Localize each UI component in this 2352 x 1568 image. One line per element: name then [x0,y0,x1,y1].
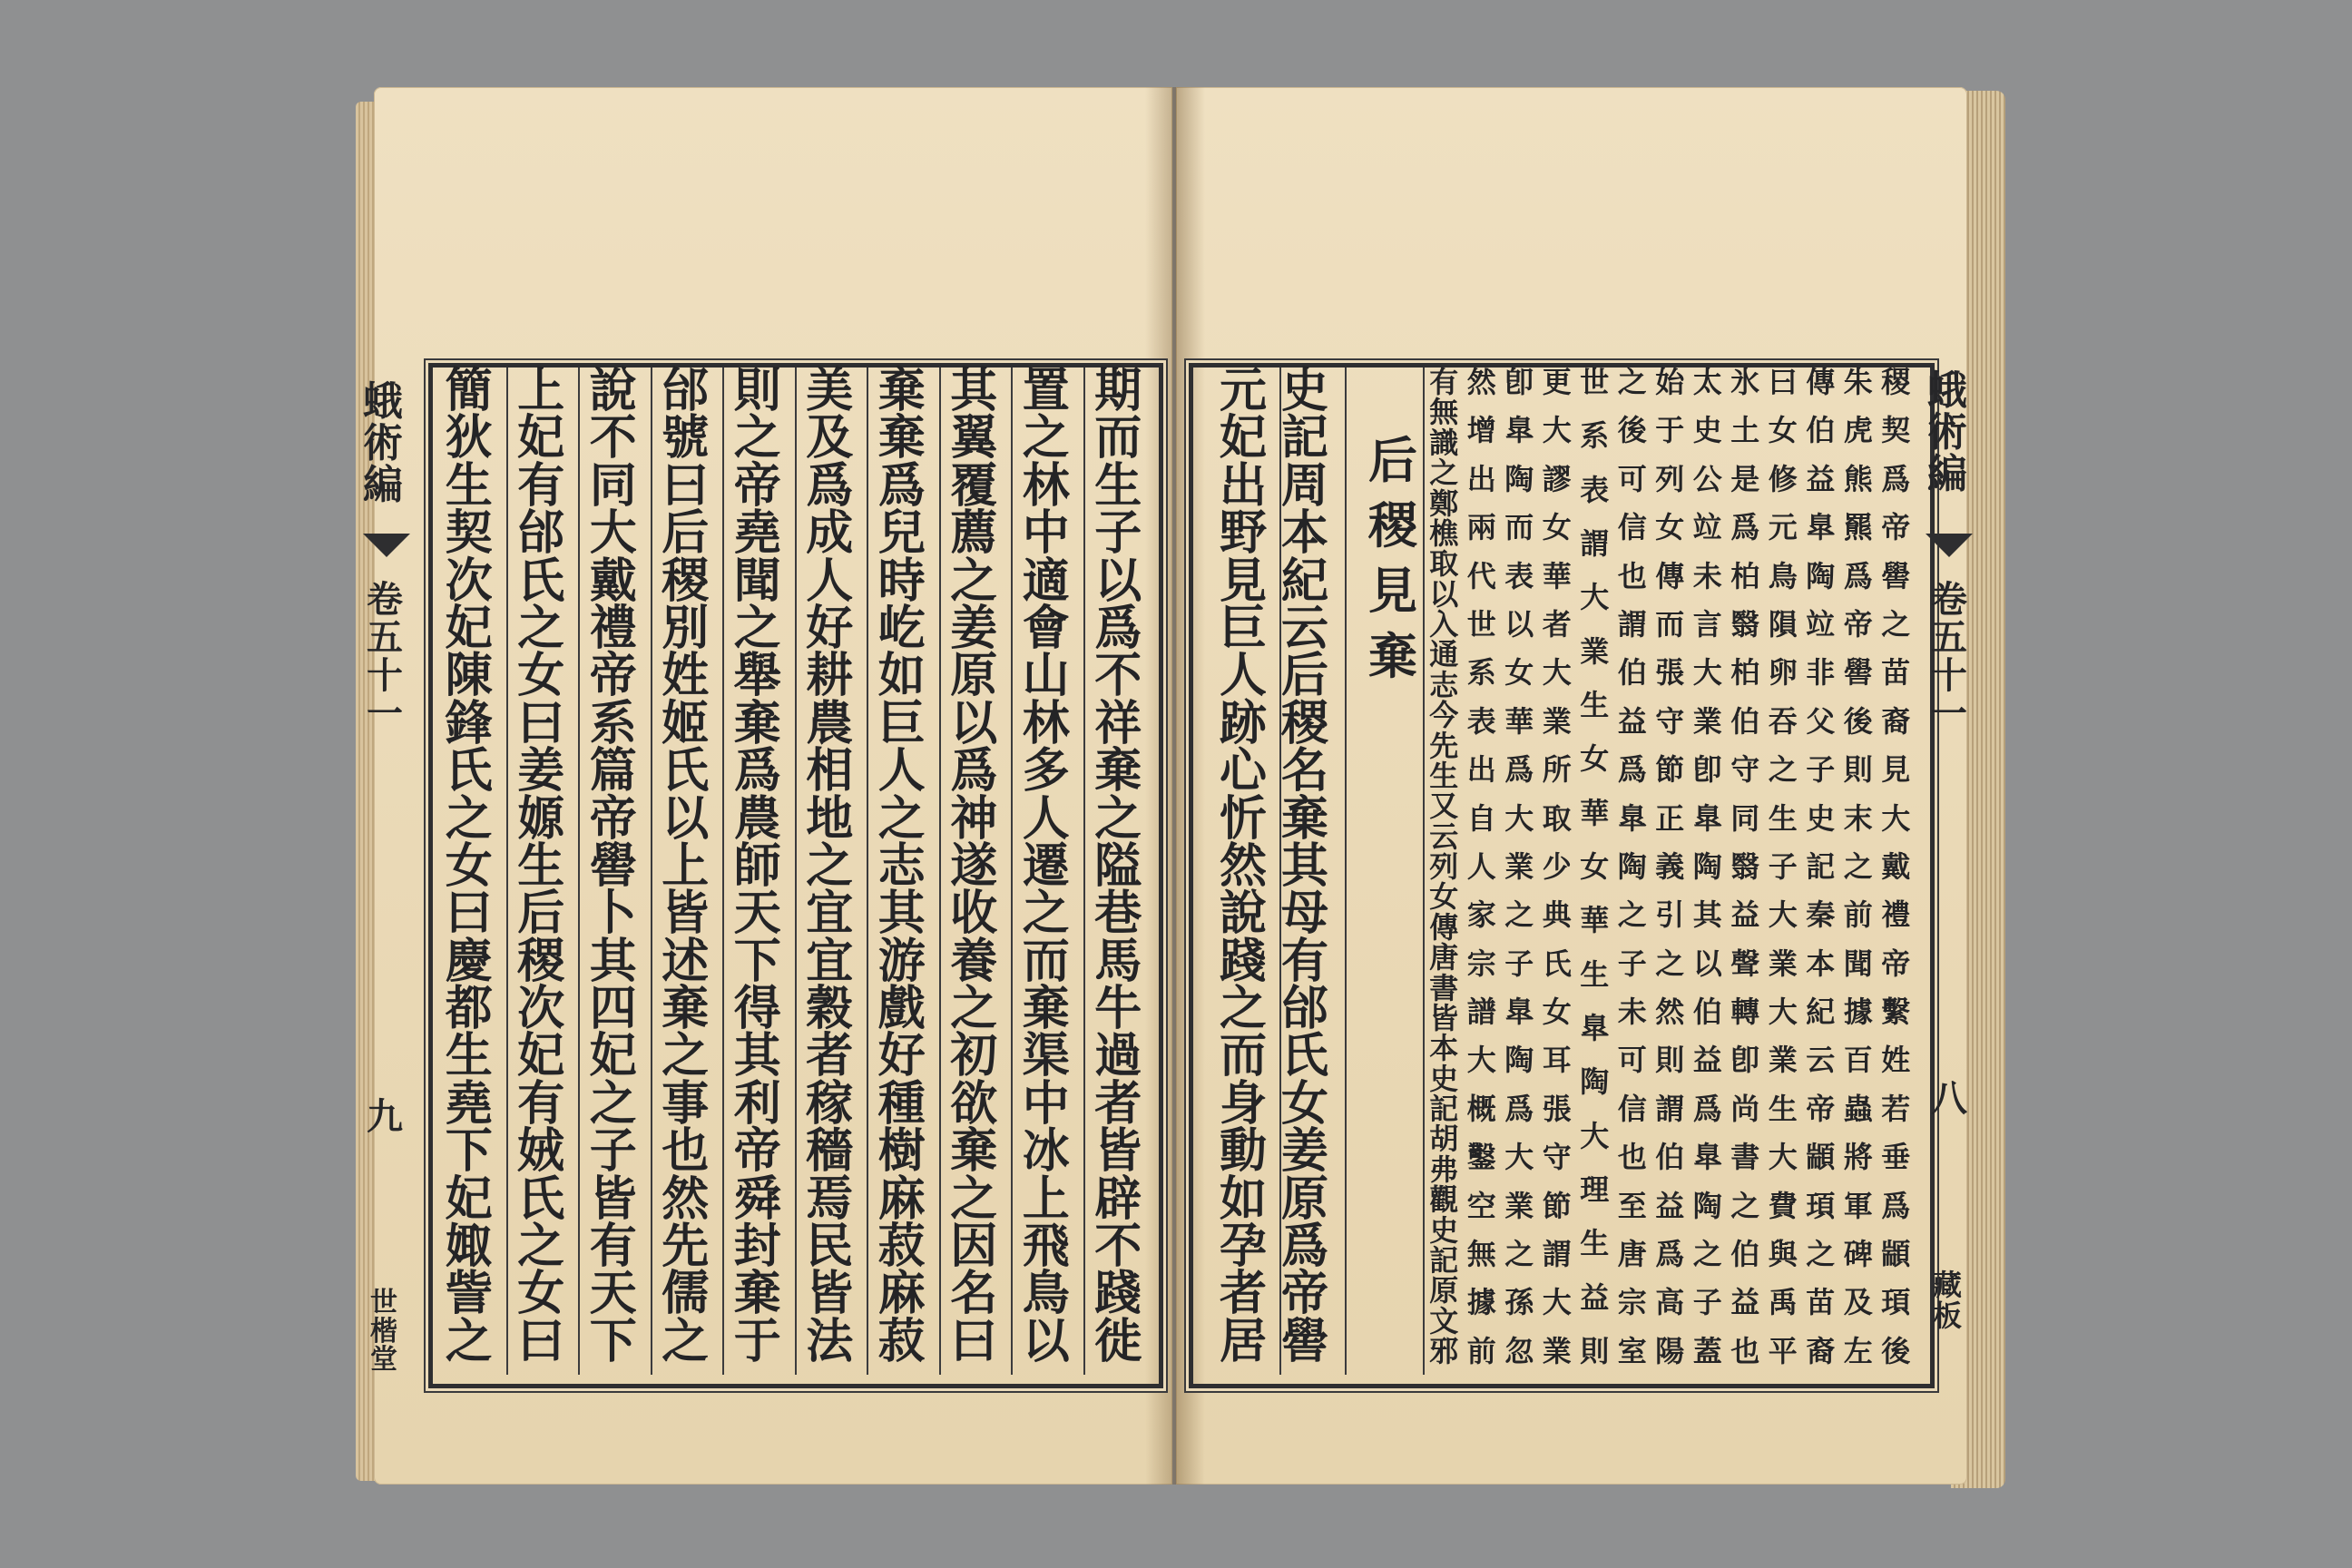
text-column: 置 之 林 中 適 會 山 林 多 人 遷 之 而 棄 渠 中 冰 上 飛 鳥 以 [1022,363,1070,1369]
text-column: 元 妃 出 野 見 巨 人 跡 心 忻 然 說 踐 之 而 身 動 如 孕 者 居 [1220,363,1268,1369]
column-rule [1279,368,1281,1375]
left-banxin-page-number: 九 [367,1095,403,1138]
text-column: 說 不 同 大 戴 禮 帝 系 篇 帝 嚳 卜 其 四 妃 之 子 皆 有 天 下 [589,363,637,1369]
column-rule [506,368,508,1375]
left-banxin-juan: 卷 五 十 一 [367,578,403,735]
column-rule [1083,368,1085,1375]
annotation-column: 曰 女 修 元 鳥 隕 卵 吞 之 生 子 大 業 大 業 生 大 費 與 禹 平 [1768,365,1798,1368]
text-column: 史 記 周 本 紀 云 后 稷 名 棄 其 母 有 邰 氏 女 姜 原 爲 帝 嚳 [1281,363,1329,1369]
column-rule [722,368,724,1375]
text-column: 其 翼 覆 薦 之 姜 原 以 爲 神 遂 收 養 之 初 欲 棄 之 因 名 曰 [950,363,998,1369]
left-banxin-title: 蛾 術 編 [363,378,403,509]
annotation-column: 世 系 表 謂 大 業 生 女 華 女 華 生 臯 陶 大 理 生 益 則 [1580,365,1610,1368]
right-fish-tail [1926,534,1973,557]
column-rule [1011,368,1013,1375]
right-banxin-cang-ban: 藏 板 [1933,1268,1963,1333]
text-column: 則 之 帝 堯 聞 之 舉 棄 爲 農 師 天 下 得 其 利 帝 舜 封 棄 于 [733,363,781,1369]
annotation-column: 然 增 出 兩 代 世 系 表 出 自 人 家 宗 譜 大 概 鑿 空 無 據 前 [1466,365,1496,1368]
annotation-column: 傳 伯 益 臯 陶 竝 非 父 子 史 記 秦 本 紀 云 帝 顓 頊 之 苗 裔 [1806,365,1836,1368]
right-banxin-page-number: 八 [1931,1077,1967,1120]
annotation-column: 更 大 謬 女 華 者 大 業 所 取 少 典 氏 女 耳 張 守 節 謂 大 業 [1542,365,1572,1368]
text-column: 簡 狄 生 契 次 妃 陳 鋒 氏 之 女 曰 慶 都 生 堯 下 妃 娵 訾 之 [445,363,493,1369]
annotation-column: 始 于 列 女 傳 而 張 守 節 正 義 引 之 然 則 謂 伯 益 爲 高 陽 [1655,365,1685,1368]
text-column: 上 妃 有 邰 氏 之 女 曰 姜 嫄 生 后 稷 次 妃 有 娀 氏 之 女 曰 [517,363,565,1369]
column-rule [939,368,941,1375]
annotation-column: 有 無 識 之 鄭 樵 取 以 入 通 志 今 先 生 又 云 列 女 傳 唐 書 皆 本 史 記 胡 弗 觀 史 記 原 文 邪 [1429,365,1459,1368]
text-column: 邰 號 曰 后 稷 別 姓 姬 氏 以 上 皆 述 棄 之 事 也 然 先 儒 之 [662,363,710,1369]
column-rule [651,368,652,1375]
annotation-column: 氷 土 是 爲 柏 翳 柏 伯 守 同 翳 益 聲 轉 卽 尚 書 之 伯 益 也 [1730,365,1760,1368]
annotation-column: 太 史 公 竝 未 言 大 業 卽 臯 陶 其 以 伯 益 爲 臯 陶 之 子 蓋 [1692,365,1722,1368]
annotation-column: 稷 契 爲 帝 嚳 之 苗 裔 見 大 戴 禮 帝 繫 姓 若 垂 爲 顓 頊 後 [1881,365,1911,1368]
column-rule [1423,368,1425,1375]
column-rule [867,368,868,1375]
annotation-column: 之 後 可 信 也 謂 伯 益 爲 臯 陶 之 子 未 可 信 也 至 唐 宗 室 [1617,365,1647,1368]
column-rule [1345,368,1347,1375]
right-banxin-juan: 卷 五 十 一 [1931,578,1967,735]
section-heading: 后 稷 見 棄 [1368,431,1417,685]
text-column: 美 及 爲 成 人 好 耕 農 相 地 之 宜 宜 穀 者 稼 穡 焉 民 皆 法 [806,363,854,1369]
left-banxin-hall-name: 世 楷 堂 [370,1287,397,1376]
annotation-column: 卽 臯 陶 而 表 以 女 華 爲 大 業 之 子 臯 陶 爲 大 業 之 孫 忽 [1504,365,1534,1368]
left-fish-tail [363,534,410,557]
column-rule [795,368,797,1375]
text-column: 期 而 生 子 以 爲 不 祥 棄 之 隘 巷 馬 牛 過 者 皆 辟 不 踐 徙 [1094,363,1142,1369]
right-banxin-title: 蛾 術 編 [1927,368,1967,498]
text-column: 棄 棄 爲 兒 時 屹 如 巨 人 之 志 其 游 戲 好 種 樹 麻 菽 麻 菽 [877,363,926,1369]
column-rule [578,368,580,1375]
annotation-column: 朱 虎 熊 羆 爲 帝 嚳 後 則 末 之 前 聞 據 百 蟲 將 軍 碑 及 左 [1843,365,1873,1368]
